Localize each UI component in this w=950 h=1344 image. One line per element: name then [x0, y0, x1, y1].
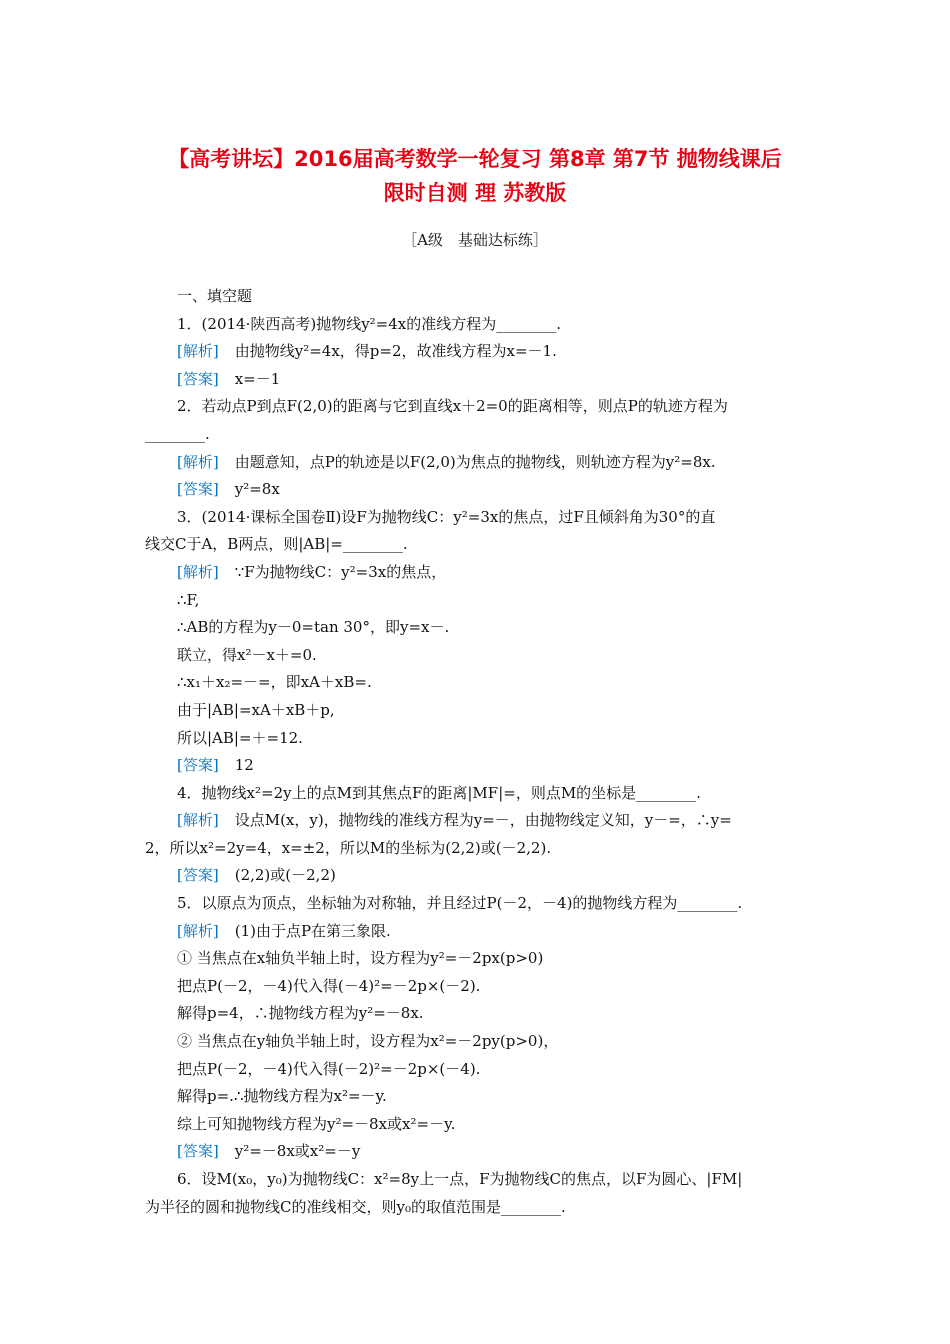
line-text: ② 当焦点在y轴负半轴上时，设方程为x²=－2py(p>0)， [177, 1032, 559, 1051]
analysis-tag: [解析] [177, 921, 219, 940]
analysis-tag: [解析] [177, 452, 219, 471]
text-line [145, 752, 805, 780]
text-line [145, 1056, 805, 1084]
answer-tag: [答案] [177, 866, 219, 885]
text-line [145, 366, 805, 394]
line-text: 6．设M(x₀，y₀)为抛物线C：x²=8y上一点，F为抛物线C的焦点，以F为圆心、|FM| [177, 1170, 743, 1188]
line-text: y²=－8x或x²=－y [234, 1142, 361, 1161]
line-text: 综上可知抛物线方程为y²=－8x或x²=－y. [177, 1114, 456, 1133]
text-line [145, 559, 805, 587]
document-title [120, 142, 830, 210]
text-line [145, 642, 805, 670]
line-text: ∴F, [177, 590, 200, 609]
text-line [145, 807, 805, 835]
answer-tag: [答案] [177, 756, 219, 775]
line-text: 4．抛物线x²=2y上的点M到其焦点F的距离|MF|=，则点M的坐标是________. [177, 783, 701, 802]
line-text: 设点M(x，y)，抛物线的准线方程为y=－，由抛物线定义知，y－=，∴y= [234, 811, 732, 830]
line-text: ∴AB的方程为y－0=tan 30°，即y=x－. [177, 618, 450, 637]
line-text: ① 当焦点在x轴负半轴上时，设方程为y²=－2px(p>0) [177, 949, 544, 968]
line-text: 5．以原点为顶点，坐标轴为对称轴，并且经过P(－2，－4)的抛物线方程为________. [177, 894, 743, 913]
text-line [145, 890, 805, 918]
line-text: 为半径的圆和抛物线C的准线相交，则y₀的取值范围是________. [145, 1197, 566, 1216]
line-text: 联立，得x²－x＋=0. [177, 645, 317, 664]
text-line [145, 973, 805, 1001]
line-text: 2，所以x²=2y=4，x=±2，所以M的坐标为(2,2)或(－2,2). [145, 838, 552, 857]
text-line [145, 476, 805, 504]
line-text: (2,2)或(－2,2) [234, 866, 336, 885]
text-line [145, 1083, 805, 1111]
text-line [145, 449, 805, 477]
line-text: 3．(2014·课标全国卷Ⅱ)设F为抛物线C：y²=3x的焦点，过F且倾斜角为30°的直 [177, 507, 716, 526]
text-line [145, 531, 805, 559]
text-line [145, 283, 805, 311]
line-text: (1)由于点P在第三象限. [234, 921, 391, 940]
answer-tag: [答案] [177, 480, 219, 499]
line-text: 2．若动点P到点F(2,0)的距离与它到直线x＋2=0的距离相等，则点P的轨迹方程为 [177, 397, 728, 416]
text-line [145, 421, 805, 449]
line-text: 由抛物线y²=4x，得p=2，故准线方程为x=－1. [234, 342, 557, 361]
text-line [145, 1138, 805, 1166]
level-heading: ［A级 基础达标练］ [402, 231, 548, 249]
text-line [145, 504, 805, 532]
line-text: 12 [234, 756, 254, 775]
line-text: ∵F为抛物线C：y²=3x的焦点， [234, 562, 447, 581]
line-text: x=－1 [234, 369, 281, 388]
text-line [145, 1194, 805, 1222]
text-line [145, 587, 805, 615]
text-line [145, 918, 805, 946]
line-text: 由题意知，点P的轨迹是以F(2,0)为焦点的抛物线，则轨迹方程为y²=8x. [234, 452, 716, 471]
text-line [145, 669, 805, 697]
line-text: 由于|AB|=xA＋xB＋p, [177, 700, 335, 719]
title-line-1: 【高考讲坛】2016届高考数学一轮复习 第8章 第7节 抛物线课后 [168, 147, 782, 171]
line-text: 1．(2014·陕西高考)抛物线y²=4x的准线方程为________. [177, 314, 562, 333]
text-line [145, 725, 805, 753]
line-text: 一、填空题 [177, 287, 253, 305]
line-text: 解得p=4，∴抛物线方程为y²=－8x. [177, 1004, 424, 1023]
text-line [145, 614, 805, 642]
title-line-2: 限时自测 理 苏教版 [383, 181, 567, 205]
line-text: 线交C于A，B两点，则|AB|=________. [145, 535, 408, 554]
text-line [145, 1111, 805, 1139]
line-text: y²=8x [234, 480, 280, 499]
line-text: 把点P(－2，－4)代入得(－4)²=－2p×(－2). [177, 976, 481, 995]
line-text: 把点P(－2，－4)代入得(－2)²=－2p×(－4). [177, 1059, 481, 1078]
line-text: 所以|AB|=＋=12. [177, 728, 303, 747]
text-line [145, 945, 805, 973]
text-line [145, 311, 805, 339]
text-line [145, 780, 805, 808]
text-line [145, 1000, 805, 1028]
answer-tag: [答案] [177, 369, 219, 388]
text-line [145, 393, 805, 421]
text-line [145, 862, 805, 890]
line-text: ∴x₁＋x₂=－=，即xA＋xB=. [177, 673, 372, 692]
analysis-tag: [解析] [177, 342, 219, 361]
text-line [145, 1028, 805, 1056]
document-body [145, 283, 805, 1221]
analysis-tag: [解析] [177, 811, 219, 830]
text-line [145, 338, 805, 366]
analysis-tag: [解析] [177, 562, 219, 581]
answer-tag: [答案] [177, 1142, 219, 1161]
line-text: ________. [145, 424, 210, 443]
text-line [145, 1166, 805, 1194]
text-line [145, 697, 805, 725]
text-line [145, 835, 805, 863]
line-text: 解得p=.∴抛物线方程为x²=－y. [177, 1087, 387, 1106]
